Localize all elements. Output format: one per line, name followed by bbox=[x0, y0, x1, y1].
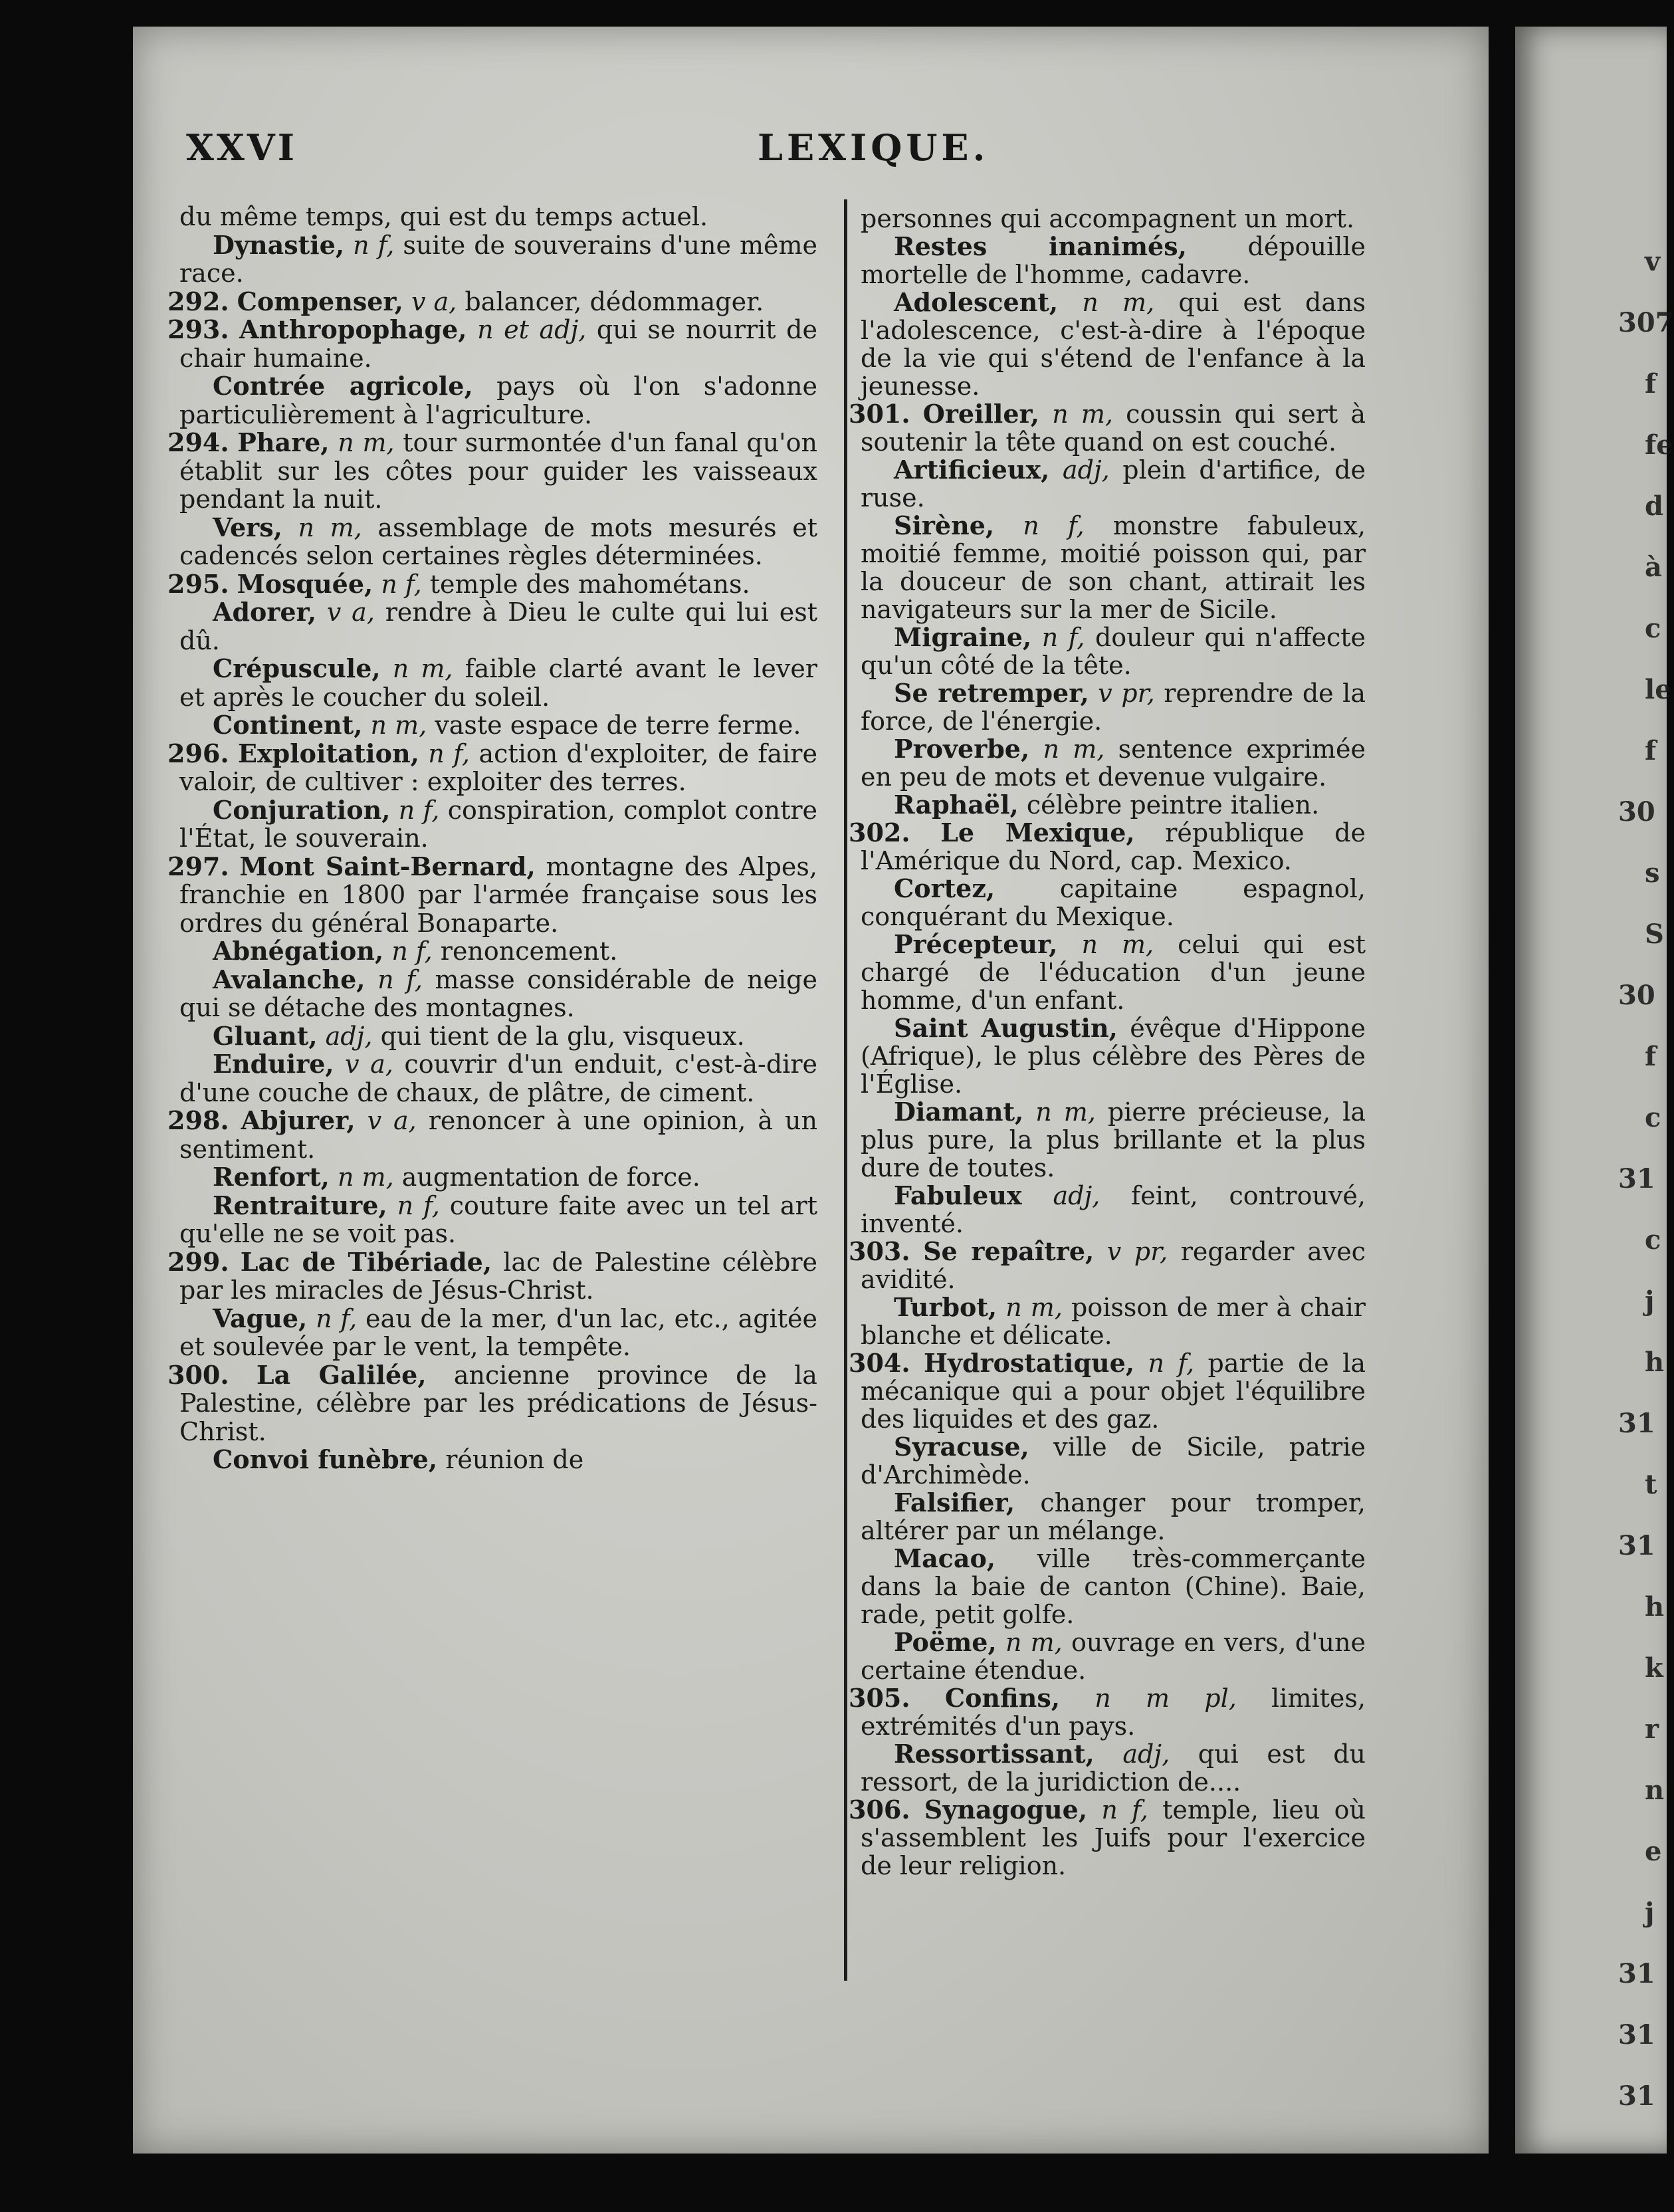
neighbor-text-fragment: f bbox=[1645, 368, 1657, 399]
lexicon-entry bbox=[861, 1628, 1366, 1684]
neighbor-text-fragment: j bbox=[1645, 1897, 1655, 1928]
definition: ville très-commerçante dans la baie de canton (Chine). Baie, rade, petit golfe. bbox=[861, 1544, 1366, 1629]
neighbor-text-fragment: v bbox=[1645, 246, 1661, 277]
headword: Oreiller, bbox=[922, 399, 1040, 429]
definition: conspiration, complot contre l'État, le souverain. bbox=[179, 795, 817, 853]
headword: Poëme, bbox=[894, 1627, 997, 1657]
headword: Anthropophage, bbox=[239, 314, 467, 344]
grammatical-category: v a, bbox=[326, 598, 375, 627]
definition: temple, lieu où s'assemblent les Juifs pour l'exercice de leur religion. bbox=[861, 1795, 1366, 1880]
headword: Phare, bbox=[237, 427, 330, 457]
grammatical-category: n m, bbox=[1052, 399, 1113, 429]
definition: faible clarté avant le lever et après le coucher du soleil. bbox=[179, 654, 817, 712]
lexicon-entry bbox=[861, 512, 1366, 623]
definition: eau de la mer, d'un lac, etc., agitée et soulevée par le vent, la tempête. bbox=[179, 1303, 817, 1361]
definition: sentence exprimée en peu de mots et devenue vulgaire. bbox=[861, 734, 1366, 792]
definition: qui se nourrit de chair humaine. bbox=[179, 315, 817, 373]
grammatical-category: n et adj, bbox=[477, 315, 587, 344]
grammatical-category: n m pl, bbox=[1095, 1684, 1237, 1713]
grammatical-category: v pr, bbox=[1098, 679, 1155, 708]
definition: monstre fabuleux, moitié femme, moitié poisson qui, par la douceur de son chant, attirait les navigateurs sur la mer de Sicile. bbox=[861, 511, 1366, 624]
definition: balancer, dédommager. bbox=[465, 286, 764, 316]
headword: Turbot, bbox=[894, 1292, 997, 1322]
headword: Contrée agricole, bbox=[213, 371, 473, 401]
grammatical-category: n f, bbox=[1041, 623, 1085, 652]
lexicon-entry bbox=[861, 1293, 1366, 1349]
neighbor-text-fragment: 31 bbox=[1618, 1408, 1655, 1439]
entry-continuation bbox=[179, 203, 817, 231]
grammatical-category: n m, bbox=[392, 654, 453, 683]
entry-number: 301. bbox=[849, 399, 910, 429]
neighbor-text-fragment: à bbox=[1645, 552, 1662, 583]
entry-number: 292. bbox=[167, 286, 229, 316]
lexicon-entry bbox=[861, 1489, 1366, 1545]
neighbor-text-fragment: c bbox=[1645, 1224, 1661, 1256]
entry-number: 299. bbox=[167, 1246, 229, 1277]
entry-text: personnes qui accompagnent un mort. bbox=[861, 204, 1355, 233]
neighbor-text-fragment: 30 bbox=[1618, 980, 1655, 1011]
headword: Abnégation, bbox=[213, 936, 384, 966]
entry-number: 293. bbox=[167, 314, 229, 344]
entry-number: 294. bbox=[167, 427, 229, 457]
neighbor-text-fragment: 31 bbox=[1618, 1958, 1655, 1989]
grammatical-category: n m, bbox=[1082, 288, 1155, 317]
headword: Proverbe, bbox=[894, 734, 1030, 764]
neighbor-text-fragment: f bbox=[1645, 735, 1657, 766]
lexicon-entry bbox=[861, 735, 1366, 791]
right-column bbox=[849, 204, 1366, 1880]
neighbor-text-fragment: t bbox=[1645, 1469, 1657, 1500]
entry-text: du même temps, qui est du temps actuel. bbox=[179, 202, 708, 231]
lexicon-entry bbox=[179, 1163, 817, 1192]
entry-number: 296. bbox=[167, 738, 229, 768]
headword: Cortez, bbox=[894, 873, 995, 903]
lexicon-entry bbox=[167, 286, 817, 316]
headword: Précepteur, bbox=[894, 929, 1058, 959]
grammatical-category: n m, bbox=[1081, 930, 1154, 959]
definition: montagne des Alpes, franchie en 1800 par l'armée française sous les ordres du général Bonaparte. bbox=[179, 851, 817, 938]
neighbor-text-fragment: c bbox=[1645, 1102, 1661, 1133]
running-title: LEXIQUE. bbox=[758, 126, 990, 169]
lexicon-entry bbox=[861, 931, 1366, 1014]
neighbor-text-fragment: r bbox=[1645, 1714, 1659, 1745]
grammatical-category: n f, bbox=[1101, 1795, 1148, 1825]
page-header bbox=[186, 126, 990, 179]
lexicon-entry bbox=[861, 623, 1366, 679]
grammatical-category: n m, bbox=[370, 711, 427, 740]
lexicon-entry bbox=[179, 1305, 817, 1361]
definition: vaste espace de terre ferme. bbox=[435, 711, 801, 740]
grammatical-category: n m, bbox=[1043, 734, 1105, 764]
definition: changer pour tromper, altérer par un mélange. bbox=[861, 1488, 1366, 1545]
neighbor-text-fragment: S bbox=[1645, 919, 1664, 950]
neighbor-text-fragment: s bbox=[1645, 857, 1660, 889]
lexicon-entry bbox=[167, 851, 817, 938]
neighbor-text-fragment: 31 bbox=[1618, 2080, 1655, 2112]
neighbor-text-fragment: h bbox=[1645, 1591, 1665, 1622]
definition: ancienne province de la Palestine, célèbre par les prédications de Jésus-Christ. bbox=[179, 1360, 817, 1446]
lexicon-entry bbox=[849, 1348, 1366, 1434]
headword: Migraine, bbox=[894, 622, 1032, 652]
lexicon-entry bbox=[179, 711, 817, 740]
headword: Adorer, bbox=[213, 597, 317, 627]
lexicon-entry bbox=[179, 655, 817, 711]
grammatical-category: v a, bbox=[345, 1050, 393, 1079]
lexicon-entry bbox=[861, 288, 1366, 400]
neighbor-text-fragment: 307 bbox=[1618, 307, 1674, 338]
neighbor-text-fragment: le bbox=[1645, 674, 1672, 705]
grammatical-category: adj, bbox=[1062, 455, 1110, 485]
definition: plein d'artifice, de ruse. bbox=[861, 455, 1366, 512]
entry-continuation bbox=[861, 205, 1366, 233]
grammatical-category: n f, bbox=[1148, 1349, 1195, 1378]
definition: couvrir d'un enduit, c'est-à-dire d'une couche de chaux, de plâtre, de ciment. bbox=[179, 1050, 817, 1107]
definition: qui est dans l'adolescence, c'est-à-dire à l'époque de la vie qui s'étend de l'enfance à la jeunesse. bbox=[861, 288, 1366, 401]
entry-number: 302. bbox=[849, 818, 910, 847]
headword: Diamant, bbox=[894, 1097, 1024, 1127]
headword: Gluant, bbox=[213, 1020, 318, 1051]
lexicon-entry bbox=[849, 818, 1366, 875]
headword: Compenser, bbox=[237, 286, 403, 316]
neighbor-text-fragment: n bbox=[1645, 1775, 1665, 1806]
grammatical-category: n f, bbox=[353, 230, 395, 260]
lexicon-entry bbox=[861, 1098, 1366, 1182]
headword: Rentraiture, bbox=[213, 1190, 387, 1220]
lexicon-entry bbox=[849, 1236, 1366, 1294]
headword: Crépuscule, bbox=[213, 653, 381, 683]
definition: coussin qui sert à soutenir la tête quand on est couché. bbox=[861, 399, 1366, 457]
headword: Abjurer, bbox=[241, 1105, 356, 1135]
column-divider bbox=[844, 199, 847, 1981]
neighbor-text-fragment: 31 bbox=[1618, 1163, 1655, 1194]
definition: république de l'Amérique du Nord, cap. Mexico. bbox=[861, 818, 1366, 875]
grammatical-category: adj, bbox=[1122, 1739, 1170, 1769]
definition: regarder avec avidité. bbox=[861, 1237, 1366, 1294]
lexicon-entry bbox=[849, 1795, 1366, 1880]
lexicon-entry bbox=[861, 791, 1366, 819]
headword: Adolescent, bbox=[894, 287, 1059, 317]
grammatical-category: n m, bbox=[337, 1162, 394, 1192]
definition: pierre précieuse, la plus pure, la plus brillante et la plus dure de toutes. bbox=[861, 1097, 1366, 1182]
lexicon-entry bbox=[179, 514, 817, 570]
definition: tour surmontée d'un fanal qu'on établit sur les côtes pour guider les vaisseaux pendant la nuit. bbox=[179, 428, 817, 514]
headword: Hydrostatique, bbox=[923, 1348, 1135, 1378]
neighbor-text-fragment: 30 bbox=[1618, 796, 1655, 828]
definition: dépouille mortelle de l'homme, cadavre. bbox=[861, 232, 1366, 289]
grammatical-category: n m, bbox=[1035, 1097, 1096, 1127]
headword: Se repaître, bbox=[923, 1236, 1095, 1266]
grammatical-category: n f, bbox=[381, 569, 422, 599]
lexicon-entry bbox=[167, 568, 817, 599]
entry-number: 300. bbox=[167, 1359, 229, 1390]
definition: partie de la mécanique qui a pour objet l'équilibre des liquides et des gaz. bbox=[861, 1349, 1366, 1434]
grammatical-category: n m, bbox=[338, 428, 395, 457]
headword: Mosquée, bbox=[237, 568, 373, 599]
entry-number: 306. bbox=[849, 1795, 910, 1825]
lexicon-entry bbox=[179, 966, 817, 1022]
lexicon-entry bbox=[179, 1192, 817, 1248]
headword: Continent, bbox=[213, 710, 363, 740]
neighbor-text-fragment: d bbox=[1645, 491, 1663, 522]
headword: Restes inanimés, bbox=[894, 231, 1187, 261]
definition: douleur qui n'affecte qu'un côté de la tête. bbox=[861, 623, 1366, 680]
definition: renoncement. bbox=[440, 937, 618, 966]
lexicon-entry bbox=[167, 1359, 817, 1446]
lexicon-entry bbox=[179, 598, 817, 655]
neighbor-text-fragment: 31 bbox=[1618, 1530, 1655, 1561]
headword: Le Mexique, bbox=[940, 818, 1135, 847]
headword: Convoi funèbre, bbox=[213, 1444, 438, 1474]
definition: suite de souverains d'une même race. bbox=[179, 230, 818, 288]
definition: qui tient de la glu, visqueux. bbox=[380, 1021, 745, 1051]
definition: action d'exploiter, de faire valoir, de cultiver : exploiter des terres. bbox=[179, 738, 817, 796]
lexicon-entry bbox=[861, 456, 1366, 512]
headword: Exploitation, bbox=[238, 738, 419, 768]
adjacent-page-edge bbox=[1515, 27, 1674, 2154]
grammatical-category: n m, bbox=[298, 512, 362, 542]
neighbor-text-fragment: c bbox=[1645, 613, 1661, 644]
definition: celui qui est chargé de l'éducation d'un jeune homme, d'un enfant. bbox=[861, 930, 1366, 1015]
neighbor-text-fragment: fe bbox=[1645, 429, 1673, 461]
neighbor-text-fragment: k bbox=[1645, 1652, 1663, 1684]
grammatical-category: n f, bbox=[397, 1190, 440, 1220]
headword: Vers, bbox=[213, 512, 282, 542]
entry-number: 298. bbox=[167, 1105, 229, 1135]
headword: Syracuse, bbox=[894, 1432, 1029, 1462]
lexicon-entry bbox=[849, 1683, 1366, 1741]
lexicon-entry bbox=[861, 679, 1366, 735]
lexicon-entry bbox=[861, 1433, 1366, 1489]
grammatical-category: v pr, bbox=[1106, 1237, 1168, 1266]
headword: Confins, bbox=[944, 1683, 1060, 1713]
definition: augmentation de force. bbox=[401, 1162, 700, 1192]
headword: Lac de Tibériade, bbox=[240, 1246, 492, 1277]
lexicon-entry bbox=[861, 1740, 1366, 1796]
headword: Se retremper, bbox=[894, 678, 1089, 708]
neighbor-text-fragment: f bbox=[1645, 1041, 1657, 1072]
definition: masse considérable de neige qui se détache des montagnes. bbox=[179, 964, 817, 1022]
entry-number: 303. bbox=[849, 1236, 910, 1266]
lexicon-entry bbox=[179, 1446, 817, 1474]
definition: qui est du ressort, de la juridiction de.... bbox=[861, 1739, 1366, 1797]
neighbor-text-fragment: h bbox=[1645, 1347, 1665, 1378]
headword: Avalanche, bbox=[213, 964, 366, 994]
page-number: XXVI bbox=[186, 126, 297, 169]
definition: reprendre de la force, de l'énergie. bbox=[861, 679, 1366, 736]
lexicon-entry bbox=[861, 1545, 1366, 1628]
grammatical-category: n f, bbox=[391, 937, 433, 966]
headword: Vague, bbox=[213, 1303, 308, 1333]
definition: couture faite avec un tel art qu'elle ne se voit pas. bbox=[179, 1190, 817, 1248]
definition: ouvrage en vers, d'une certaine étendue. bbox=[861, 1628, 1366, 1685]
definition: temple des mahométans. bbox=[429, 569, 750, 599]
lexicon-entry bbox=[167, 1105, 817, 1164]
grammatical-category: v a, bbox=[411, 286, 457, 316]
headword: Falsifier, bbox=[894, 1488, 1015, 1517]
headword: Conjuration, bbox=[213, 794, 391, 825]
grammatical-category: n f, bbox=[428, 738, 471, 768]
neighbor-text-fragment: e bbox=[1645, 1836, 1662, 1867]
grammatical-category: n f, bbox=[398, 795, 440, 825]
definition: limites, extrémités d'un pays. bbox=[861, 1684, 1366, 1741]
lexicon-entry bbox=[179, 372, 817, 429]
definition: capitaine espagnol, conquérant du Mexique. bbox=[861, 874, 1366, 931]
headword: Renfort, bbox=[213, 1162, 330, 1192]
definition: réunion de bbox=[445, 1445, 584, 1474]
lexicon-entry bbox=[167, 314, 817, 373]
grammatical-category: n f, bbox=[316, 1303, 358, 1333]
grammatical-category: n m, bbox=[1005, 1628, 1063, 1657]
definition: assemblage de mots mesurés et cadencés selon certaines règles déterminées. bbox=[179, 512, 817, 570]
grammatical-category: v a, bbox=[367, 1106, 417, 1135]
definition: renoncer à une opinion, à un sentiment. bbox=[179, 1106, 817, 1164]
definition: lac de Palestine célèbre par les miracles de Jésus-Christ. bbox=[179, 1247, 817, 1305]
left-column bbox=[167, 202, 818, 1474]
definition: ville de Sicile, patrie d'Archimède. bbox=[861, 1432, 1366, 1490]
lexicon-entry bbox=[179, 1050, 817, 1107]
grammatical-category: n m, bbox=[1005, 1293, 1063, 1322]
lexicon-entry bbox=[167, 738, 817, 796]
lexicon-entry bbox=[861, 875, 1366, 931]
headword: Raphaël, bbox=[894, 790, 1019, 820]
lexicon-entry bbox=[179, 937, 817, 966]
neighbor-text-fragment: 31 bbox=[1618, 2019, 1655, 2050]
grammatical-category: adj, bbox=[325, 1021, 373, 1051]
grammatical-category: n f, bbox=[1023, 511, 1085, 540]
lexicon-entry bbox=[179, 231, 817, 288]
headword: Macao, bbox=[894, 1543, 996, 1573]
entry-number: 304. bbox=[849, 1348, 910, 1378]
headword: Ressortissant, bbox=[894, 1739, 1095, 1769]
headword: Fabuleux bbox=[894, 1180, 1022, 1210]
definition: célèbre peintre italien. bbox=[1026, 790, 1320, 820]
definition: pays où l'on s'adonne particulièrement à l'agriculture. bbox=[179, 372, 817, 429]
definition: poisson de mer à chair blanche et délicate. bbox=[861, 1293, 1366, 1350]
headword: Enduire, bbox=[213, 1049, 334, 1079]
lexicon-entry bbox=[179, 796, 817, 853]
entry-number: 297. bbox=[167, 851, 229, 881]
definition: évêque d'Hippone (Afrique), le plus célèbre des Pères de l'Église. bbox=[861, 1014, 1366, 1099]
headword: La Galilée, bbox=[256, 1359, 427, 1390]
headword: Sirène, bbox=[894, 510, 995, 540]
lexicon-entry bbox=[167, 427, 817, 514]
lexicon-entry bbox=[179, 1022, 817, 1051]
headword: Artificieux, bbox=[894, 455, 1050, 485]
definition: feint, controuvé, inventé. bbox=[861, 1181, 1366, 1238]
neighbor-text-fragment: j bbox=[1645, 1285, 1655, 1317]
lexicon-entry bbox=[167, 1246, 817, 1305]
grammatical-category: n f, bbox=[377, 964, 423, 994]
headword: Saint Augustin, bbox=[894, 1013, 1118, 1043]
grammatical-category: adj, bbox=[1053, 1181, 1100, 1210]
definition: rendre à Dieu le culte qui lui est dû. bbox=[179, 598, 817, 655]
headword: Mont Saint-Bernard, bbox=[239, 851, 536, 881]
lexicon-entry bbox=[849, 399, 1366, 457]
headword: Dynastie, bbox=[213, 229, 345, 260]
lexicon-entry bbox=[861, 1182, 1366, 1238]
lexicon-entry bbox=[861, 1014, 1366, 1098]
lexicon-entry bbox=[861, 233, 1366, 288]
headword: Synagogue, bbox=[924, 1795, 1088, 1825]
entry-number: 295. bbox=[167, 568, 229, 599]
entry-number: 305. bbox=[849, 1683, 910, 1713]
